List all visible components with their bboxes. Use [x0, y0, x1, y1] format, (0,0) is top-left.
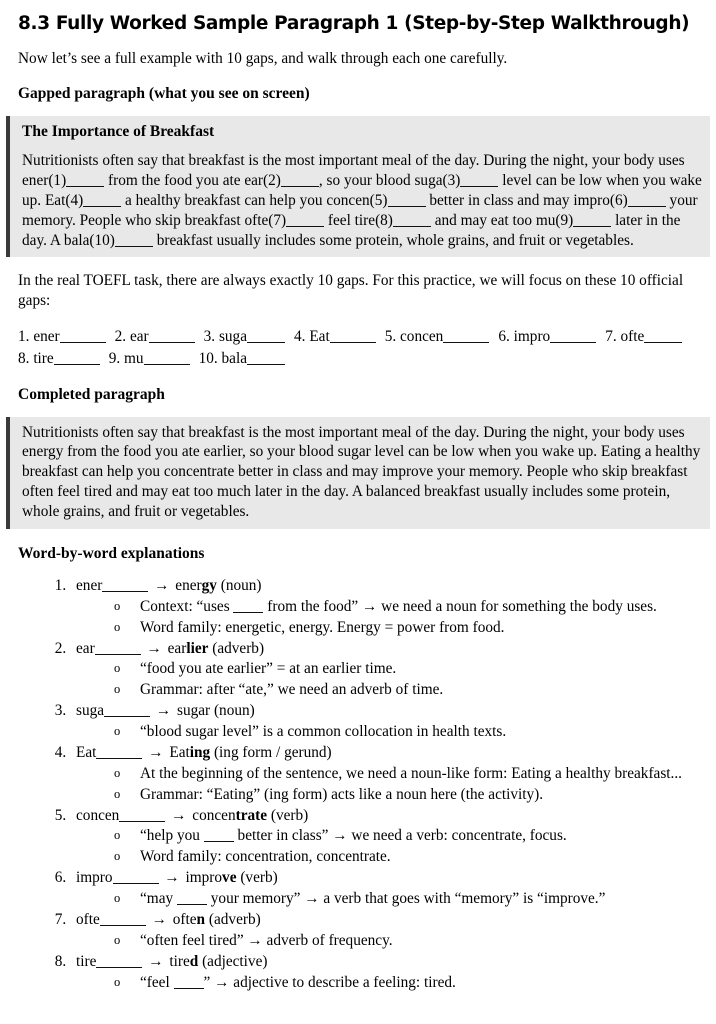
explanation-answer-suffix: lier — [186, 639, 209, 657]
explanation-answer: ear — [167, 639, 187, 657]
explanation-part-of-speech: (verb) — [267, 806, 309, 824]
note-text-tail: from the food” → we need a noun for something the body uses. — [263, 597, 657, 615]
explanation-item — [70, 806, 710, 868]
gap-slot-stem: bala — [221, 349, 247, 367]
gap-blank-2[interactable] — [281, 186, 319, 187]
note-text-tail: ” → adjective to describe a feeling: tired. — [203, 973, 456, 991]
explanation-item — [70, 868, 710, 909]
explanation-part-of-speech: (adjective) — [198, 952, 268, 970]
arrow-icon: → — [167, 806, 191, 824]
gap-marker-9: (9) — [555, 211, 574, 229]
circle-bullet-icon: o — [114, 974, 121, 989]
gap-blank-8[interactable] — [393, 226, 431, 227]
explanation-answer: ener — [175, 576, 202, 594]
explanation-part-of-speech: (verb) — [236, 869, 278, 887]
explanation-blank[interactable] — [119, 821, 165, 822]
completed-paragraph-heading: Completed paragraph — [18, 385, 165, 403]
gap-slot-number: 8. — [18, 349, 30, 367]
gap-slot-blank[interactable] — [54, 364, 100, 365]
circle-bullet-icon: o — [114, 932, 121, 947]
gap-slot-blank[interactable] — [144, 364, 190, 365]
arrow-icon: → — [160, 869, 184, 887]
gap-slot-number: 7. — [605, 328, 617, 346]
gap-slot-stem: ofte — [620, 328, 645, 346]
explanation-item — [70, 701, 710, 742]
explanation-stem: concen — [76, 806, 120, 824]
explanation-part-of-speech: (noun) — [216, 576, 262, 594]
explanation-note-list — [76, 659, 710, 700]
gap-marker-5: (5) — [369, 191, 388, 209]
arrow-icon: → — [147, 910, 171, 928]
note-text: “food you ate earlier” = at an earlier time. — [140, 660, 397, 678]
gap-slot-stem: tire — [33, 349, 54, 367]
explanation-blank[interactable] — [104, 716, 150, 717]
gap-slot-number: 1. — [18, 328, 30, 346]
circle-bullet-icon: o — [114, 724, 121, 739]
note-text: “may — [140, 890, 177, 908]
explanation-note-list — [76, 826, 710, 867]
circle-bullet-icon: o — [114, 682, 121, 697]
explanation-item — [70, 952, 710, 993]
arrow-icon: → — [144, 743, 168, 761]
explanation-answer-suffix: gy — [201, 576, 217, 594]
explanation-note-list — [76, 931, 710, 951]
gap-slot-blank[interactable] — [550, 342, 596, 343]
gapped-paragraph-heading: Gapped paragraph (what you see on screen) — [18, 85, 310, 102]
explanation-stem: impro — [76, 869, 113, 887]
note-text: Context: “uses — [140, 597, 234, 615]
gapped-text-8: feel tire — [327, 211, 376, 229]
gap-slot — [18, 328, 106, 345]
gap-slot-blank[interactable] — [247, 364, 285, 365]
note-text: “blood sugar level” is a common collocation in health texts. — [140, 723, 507, 741]
explanation-list — [18, 576, 710, 993]
gap-slot-number: 2. — [114, 328, 127, 346]
gap-blank-1[interactable] — [66, 186, 104, 187]
explanation-answer: sugar — [177, 702, 211, 720]
gapped-box-body — [22, 151, 702, 250]
explanation-answer: concen — [192, 806, 236, 824]
explanation-note — [112, 847, 710, 867]
gapped-paragraph-box — [6, 116, 710, 257]
intro-paragraph: Now let’s see a full example with 10 gaps, and walk through each one carefully. — [18, 50, 508, 68]
explanation-note-list — [76, 889, 710, 909]
gap-slot-stem: impro — [513, 328, 551, 346]
explanation-blank[interactable] — [96, 758, 142, 759]
explanation-note-list — [76, 764, 710, 805]
explanation-note — [112, 826, 710, 846]
gapped-text-2: from the food you ate ear — [108, 171, 264, 189]
gap-marker-6: (6) — [609, 191, 628, 209]
gap-marker-8: (8) — [375, 211, 393, 229]
explanation-answer: Eat — [169, 743, 190, 761]
gap-slot-list — [18, 326, 710, 369]
completed-box-body: Nutritionists often say that breakfast is the most important meal of the day. During the night, your body uses energy from the food you ate earlier, so your blood sugar level can be low when you wake up. Eating a healthy breakfast can help you concentrate better in class and may improve your memory. People who skip breakfast often feel tired and may eat too much later in the day. A balanced breakfast usually includes some protein, whole grains, and fruit or vegetables. — [22, 423, 701, 521]
note-text: Grammar: “Eating” (ing form) acts like a noun here (the activity). — [140, 785, 544, 803]
gap-blank-10[interactable] — [115, 246, 153, 247]
explanation-stem: ener — [76, 576, 103, 594]
gap-marker-3: (3) — [442, 171, 461, 189]
explanation-note — [112, 931, 710, 951]
explanations-heading: Word-by-word explanations — [18, 544, 205, 562]
circle-bullet-icon: o — [114, 786, 121, 801]
gap-slot — [199, 350, 285, 367]
gapped-text-3: , so your blood suga — [318, 171, 443, 189]
explanation-note-list — [76, 722, 710, 742]
gapped-text-5: a healthy breakfast can help you concen — [125, 191, 370, 209]
explanation-note — [112, 597, 710, 617]
note-text: Word family: concentration, concentrate. — [140, 848, 391, 866]
gapped-text-10: later in the day. A bala — [22, 211, 681, 249]
gap-slot-number: 6. — [498, 328, 510, 346]
explanation-blank[interactable] — [102, 591, 148, 592]
gapped-box-title: The Importance of Breakfast — [22, 123, 215, 140]
explanation-item — [70, 576, 710, 638]
gap-slot-blank[interactable] — [247, 342, 285, 343]
gap-slot — [385, 328, 490, 345]
gap-slot-stem: ener — [33, 328, 60, 346]
note-text-tail: better in class” → we need a verb: concentrate, focus. — [233, 827, 567, 845]
explanation-answer-suffix: trate — [235, 806, 268, 824]
explanation-stem: ear — [76, 639, 95, 657]
completed-paragraph-box — [6, 417, 710, 529]
explanation-blank[interactable] — [95, 654, 141, 655]
circle-bullet-icon: o — [114, 849, 121, 864]
explanation-note — [112, 680, 710, 700]
explanation-part-of-speech: (adverb) — [208, 639, 265, 657]
note-text: Word family: energetic, energy. Energy = power from food. — [140, 618, 505, 636]
gap-slot-stem: concen — [400, 328, 444, 346]
gap-slot — [204, 328, 285, 345]
explanation-part-of-speech: (noun) — [210, 702, 255, 720]
circle-bullet-icon: o — [114, 598, 121, 613]
gap-marker-7: (7) — [268, 211, 287, 229]
note-blank[interactable] — [174, 988, 204, 989]
explanation-stem: Eat — [76, 743, 97, 761]
gapped-text-4: level can be low when you wake up. Eat — [22, 171, 702, 209]
explanation-stem: ofte — [76, 910, 100, 928]
circle-bullet-icon: o — [114, 765, 121, 780]
gap-blank-7[interactable] — [286, 226, 324, 227]
explanation-item — [70, 743, 710, 805]
gap-slot-number: 4. — [294, 328, 306, 346]
gap-marker-1: (1) — [48, 171, 67, 189]
explanation-note-list — [76, 597, 710, 638]
explanation-answer: impro — [185, 869, 223, 887]
gap-blank-5[interactable] — [388, 206, 426, 207]
gap-slot — [498, 328, 596, 345]
circle-bullet-icon: o — [114, 661, 121, 676]
explanation-part-of-speech: (ing form / gerund) — [210, 743, 332, 761]
gap-slot-number: 10. — [198, 349, 218, 367]
note-blank[interactable] — [177, 904, 207, 905]
arrow-icon: → — [150, 576, 174, 594]
gapped-text-11: breakfast usually includes some protein, whole grains, and fruit or vegetables. — [156, 231, 634, 249]
arrow-icon: → — [144, 952, 168, 970]
gap-blank-6[interactable] — [628, 206, 666, 207]
page-title: 8.3 Fully Worked Sample Paragraph 1 (Step-by-Step Walkthrough) — [18, 13, 690, 34]
explanation-answer-suffix: d — [189, 952, 199, 970]
explanation-answer: ofte — [172, 910, 197, 928]
gap-blank-9[interactable] — [573, 226, 611, 227]
explanation-note — [112, 785, 710, 805]
explanation-note — [112, 973, 710, 993]
circle-bullet-icon: o — [114, 891, 121, 906]
explanation-answer-suffix: ve — [222, 869, 237, 887]
gap-slot-blank[interactable] — [60, 342, 106, 343]
gap-blank-4[interactable] — [83, 206, 121, 207]
arrow-icon: → — [152, 702, 175, 720]
gap-slot-blank[interactable] — [330, 342, 376, 343]
explanation-note — [112, 618, 710, 638]
explanation-stem: tire — [76, 952, 97, 970]
explanation-answer-suffix: ing — [189, 743, 211, 761]
gap-blank-3[interactable] — [460, 186, 498, 187]
note-text-tail: your memory” → a verb that goes with “memory” is “improve.” — [206, 890, 606, 908]
note-text: Grammar: after “ate,” we need an adverb of time. — [140, 681, 444, 699]
gapped-text-9: and may eat too mu — [434, 211, 556, 229]
gapped-text-6: better in class and may impro — [429, 191, 610, 209]
explanation-note-list — [76, 973, 710, 993]
note-text: At the beginning of the sentence, we need a noun-like form: Eating a healthy breakfast... — [140, 764, 683, 782]
gap-slot-stem: mu — [124, 349, 144, 367]
explanation-note — [112, 659, 710, 679]
explanation-answer: tire — [169, 952, 190, 970]
arrow-icon: → — [142, 639, 166, 657]
gap-slot-stem: ear — [129, 328, 149, 346]
explanation-item — [70, 639, 710, 701]
explanation-note — [112, 889, 710, 909]
gap-slot — [18, 350, 100, 367]
gap-slot-number: 3. — [203, 328, 216, 346]
explanation-blank[interactable] — [96, 967, 142, 968]
explanation-note — [112, 764, 710, 784]
note-text: “feel — [140, 973, 174, 991]
gap-slot-number: 9. — [108, 349, 121, 367]
explanation-item — [70, 910, 710, 951]
gap-slot-blank[interactable] — [443, 342, 489, 343]
official-gaps-note: In the real TOEFL task, there are always exactly 10 gaps. For this practice, we will focus on these 10 official gaps: — [18, 272, 684, 310]
explanation-blank[interactable] — [100, 925, 146, 926]
gapped-text-1: Nutritionists often say that breakfast is the most important meal of the day. During the night, your body uses ener — [22, 152, 685, 189]
explanation-answer-suffix: n — [196, 910, 206, 928]
gap-marker-4: (4) — [65, 191, 84, 209]
explanation-note — [112, 722, 710, 742]
gap-marker-10: (10) — [89, 231, 115, 249]
gap-slot-blank[interactable] — [644, 342, 682, 343]
gap-slot — [605, 328, 682, 345]
gap-slot-number: 5. — [384, 328, 397, 346]
gap-slot — [109, 350, 190, 367]
gap-slot — [115, 328, 195, 345]
circle-bullet-icon: o — [114, 619, 121, 634]
note-text: “often feel tired” → adverb of frequency. — [140, 931, 393, 949]
note-blank[interactable] — [233, 612, 263, 613]
note-blank[interactable] — [204, 841, 234, 842]
circle-bullet-icon: o — [114, 828, 121, 843]
explanation-blank[interactable] — [113, 883, 159, 884]
note-text: “help you — [140, 827, 204, 845]
explanation-stem: suga — [76, 702, 105, 720]
gap-slot-stem: Eat — [309, 328, 330, 346]
gap-slot — [294, 328, 376, 345]
gapped-text-7: your memory. People who skip breakfast ofte — [22, 191, 698, 229]
explanation-part-of-speech: (adverb) — [205, 910, 261, 928]
gap-slot-stem: suga — [218, 328, 247, 346]
gap-slot-blank[interactable] — [149, 342, 195, 343]
gap-marker-2: (2) — [263, 171, 281, 189]
